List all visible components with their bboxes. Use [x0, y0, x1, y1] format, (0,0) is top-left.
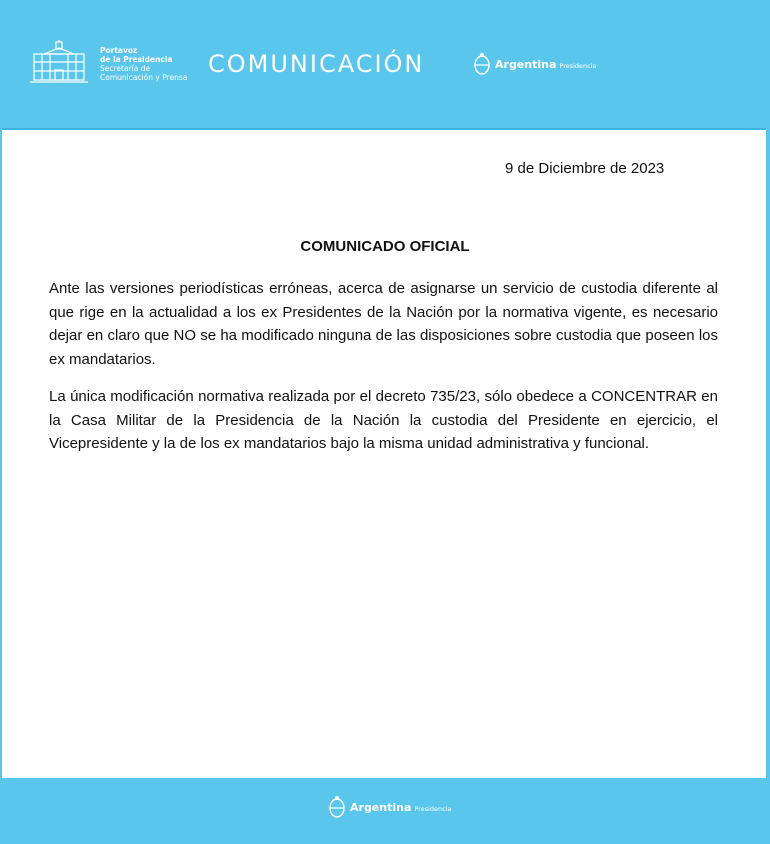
paragraph-1: Ante las versiones periodísticas erróneas, acerca de asignarse un servicio de custodia diferente al que rige en la actualidad a los ex Presidentes de la Nación por la normativa vigente, es necesario dejar en claro que NO se ha modificado ninguna de las disposiciones sobre custodia que poseen los ex mandatarios. — [49, 280, 718, 368]
argentina-shield-icon — [328, 795, 346, 819]
section-title: COMUNICACIÓN — [208, 50, 425, 78]
footer-brand-word: Argentina — [350, 800, 412, 814]
casa-rosada-icon — [30, 40, 88, 84]
argentina-logo-header — [473, 52, 597, 76]
organization-name — [100, 46, 187, 82]
brand-sub: Presidencia — [559, 61, 597, 70]
org-line-3: Secretaría de — [100, 64, 151, 73]
org-line-1: Portavoz — [100, 46, 138, 55]
org-line-4: Comunicación y Prensa — [100, 73, 188, 82]
letterhead-header — [0, 0, 770, 128]
document-date: 9 de Diciembre de 2023 — [505, 160, 665, 177]
paragraph-2: La única modificación normativa realizada por el decreto 735/23, sólo obedece a CONCENTRAR en la Casa Militar de la Presidencia de la Nación la custodia del Presidente en ejercicio, el Vicepresidente y la de los ex mandatarios bajo la misma unidad administrativa y funcional. — [49, 388, 718, 452]
brand-word: Argentina — [495, 57, 557, 71]
org-line-2: de la Presidencia — [100, 55, 173, 64]
document-title: COMUNICADO OFICIAL — [300, 238, 470, 255]
argentina-shield-icon — [473, 52, 491, 76]
footer-brand-sub: Presidencia — [414, 804, 452, 813]
argentina-logo-footer — [328, 795, 452, 819]
